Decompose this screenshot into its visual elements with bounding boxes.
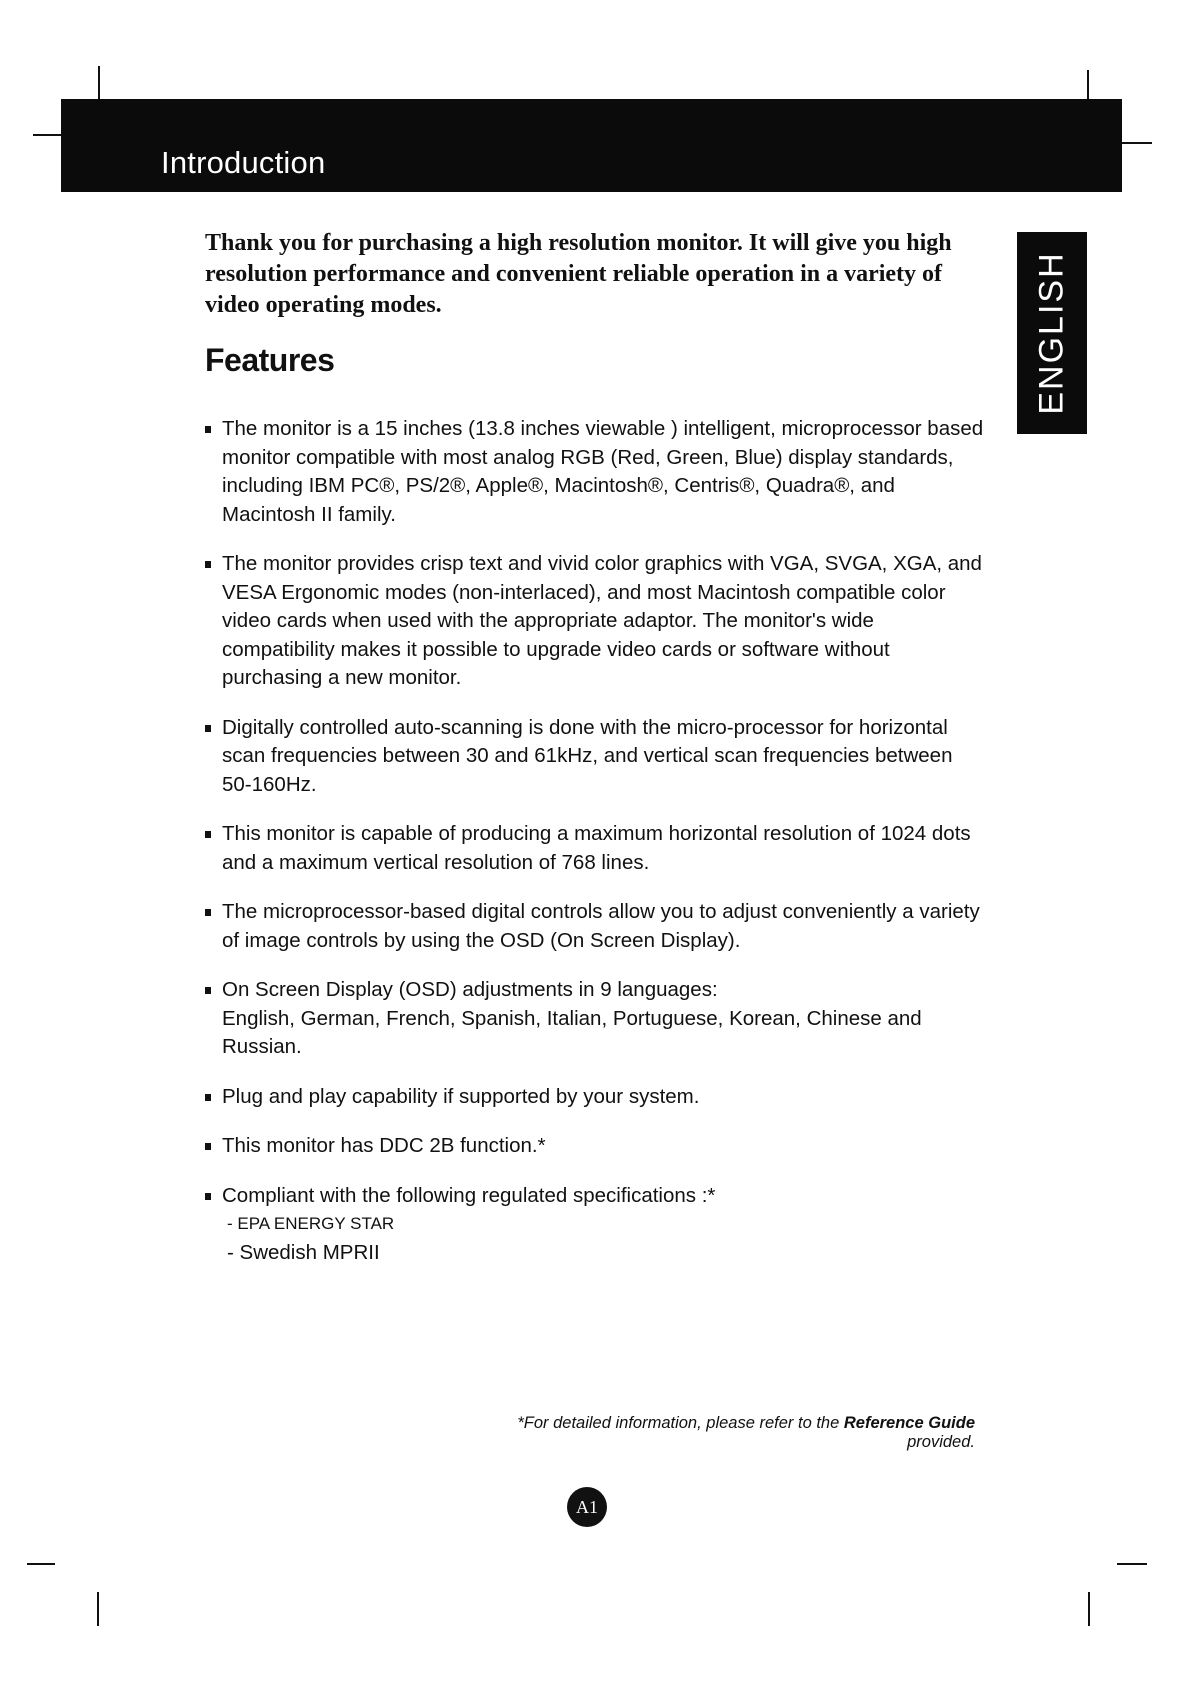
spec-item: - EPA ENERGY STAR: [227, 1214, 395, 1233]
list-item: [205, 415, 985, 529]
list-item: [205, 1083, 985, 1112]
crop-mark: [1088, 1592, 1090, 1626]
footnote-suffix: provided.: [907, 1433, 975, 1451]
bullet-icon: [205, 426, 211, 433]
bullet-icon: [205, 987, 211, 994]
list-item: [205, 976, 985, 1062]
feature-detail: English, German, French, Spanish, Italian, Portuguese, Korean, Chinese and Russian.: [222, 1006, 922, 1058]
list-item: [205, 898, 985, 955]
language-tab: [1017, 232, 1087, 434]
intro-paragraph: Thank you for purchasing a high resolution monitor. It will give you high resolution performance and convenient reliable operation in a variety of video operating modes.: [205, 230, 952, 318]
bullet-icon: [205, 561, 211, 568]
crop-mark: [98, 66, 100, 100]
list-item: [205, 714, 985, 800]
bullet-icon: [205, 1094, 211, 1101]
crop-mark: [97, 1592, 99, 1626]
bullet-icon: [205, 831, 211, 838]
footnote-emphasis: Reference Guide: [843, 1414, 975, 1432]
bullet-icon: [205, 725, 211, 732]
bullet-icon: [205, 1193, 211, 1200]
crop-mark: [1122, 142, 1152, 144]
features-heading: Features: [205, 342, 335, 378]
bullet-icon: [205, 909, 211, 916]
list-item: [205, 1132, 985, 1161]
list-item: [205, 1182, 985, 1268]
list-item: [205, 820, 985, 877]
section-title: Introduction: [161, 145, 326, 180]
footnote: [455, 1414, 975, 1452]
footnote-prefix: *For detailed information, please refer to the: [517, 1414, 844, 1432]
feature-text: Plug and play capability if supported by your system.: [222, 1084, 700, 1108]
spec-item: - Swedish MPRII: [227, 1240, 380, 1264]
feature-text: On Screen Display (OSD) adjustments in 9 languages:: [222, 978, 718, 1001]
crop-mark: [1087, 70, 1089, 100]
crop-mark: [1117, 1563, 1147, 1565]
feature-text: The monitor provides crisp text and vivid color graphics with VGA, SVGA, XGA, and VESA Ergonomic modes (non-interlaced), and most Macintosh compatible color video cards when used with the appropriate adaptor. The monitor's wide compatibility makes it possible to upgrade video cards or software without purchasing a new monitor.: [222, 552, 982, 689]
bullet-icon: [205, 1143, 211, 1150]
section-header-bar: [61, 99, 1122, 192]
features-list: [205, 415, 985, 1288]
feature-text: This monitor has DDC 2B function.*: [222, 1134, 546, 1157]
feature-text: Digitally controlled auto-scanning is done with the micro-processor for horizontal scan frequencies between 30 and 61kHz, and vertical scan frequencies between 50-160Hz.: [222, 715, 953, 796]
feature-text: The monitor is a 15 inches (13.8 inches viewable ) intelligent, microprocessor based monitor compatible with most analog RGB (Red, Green, Blue) display standards, including IBM PC®, PS/2®, Apple®, Macintosh®, Centris®, Quadra®, and Macintosh II family.: [222, 417, 984, 526]
feature-text: Compliant with the following regulated specifications :*: [222, 1183, 716, 1207]
feature-text: This monitor is capable of producing a maximum horizontal resolution of 1024 dots and a maximum vertical resolution of 768 lines.: [222, 822, 971, 874]
feature-text: The microprocessor-based digital controls allow you to adjust conveniently a variety of image controls by using the OSD (On Screen Display).: [222, 900, 980, 952]
crop-mark: [33, 134, 63, 136]
crop-mark: [27, 1563, 55, 1565]
page-number-badge: A1: [567, 1487, 607, 1527]
language-tab-label: ENGLISH: [1032, 251, 1071, 415]
list-item: [205, 550, 985, 693]
